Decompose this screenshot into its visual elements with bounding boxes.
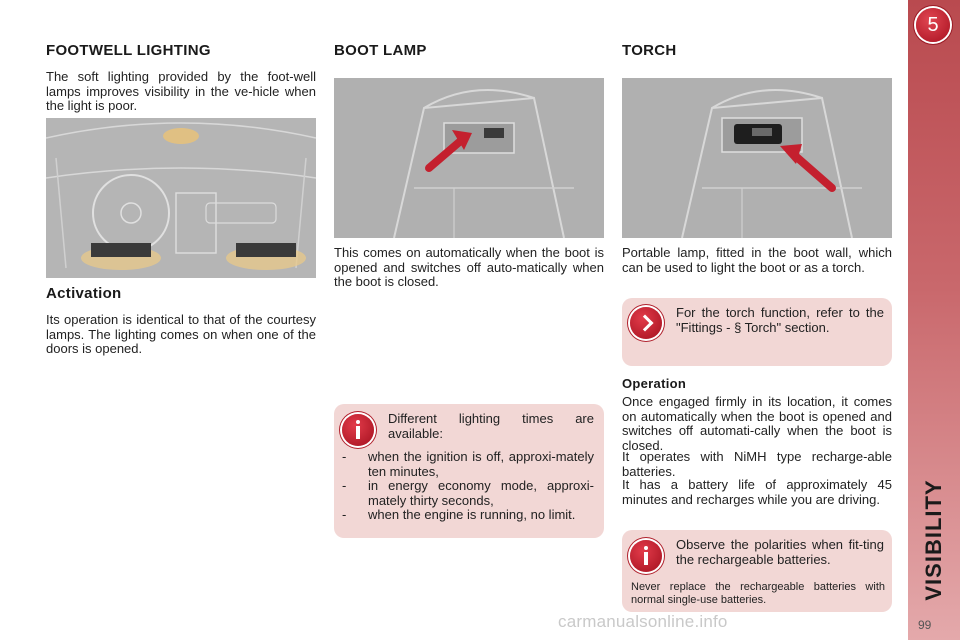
chapter-number-badge: 5 bbox=[916, 8, 950, 42]
torch-warning-note bbox=[622, 530, 892, 612]
activation-title: Activation bbox=[46, 285, 122, 302]
operation-p1: Once engaged firmly in its location, it comes on automatically when the boot is opened and switches off automati-cally when the boot is closed. bbox=[622, 394, 892, 453]
boot-text: This comes on automatically when the boot is opened and switches off auto-matically when the boot is closed. bbox=[334, 245, 604, 289]
list-item-text: when the ignition is off, approxi-mately ten minutes, bbox=[368, 449, 594, 479]
chapter-title: VISIBILITY bbox=[921, 479, 946, 601]
watermark: carmanualsonline.info bbox=[558, 612, 728, 631]
operation-p3: It has a battery life of approximately 45 minutes and recharges while you are driving. bbox=[622, 477, 892, 507]
boot-info-note bbox=[334, 404, 604, 538]
list-item-text: in energy economy mode, approxi-mately thirty seconds, bbox=[368, 478, 594, 508]
footwell-intro: The soft lighting provided by the foot-well lamps improves visibility in the ve-hicle when the light is poor. bbox=[46, 69, 316, 113]
boot-title: BOOT LAMP bbox=[334, 42, 427, 59]
boot-drawing bbox=[334, 78, 604, 238]
torch-title: TORCH bbox=[622, 42, 677, 59]
torch-warning-text: Observe the polarities when fit-ting the rechargeable batteries. bbox=[676, 537, 884, 567]
torch-drawing bbox=[622, 78, 892, 238]
list-item bbox=[342, 479, 594, 509]
arrow-right-icon bbox=[630, 307, 662, 339]
list-dash: - bbox=[342, 478, 347, 493]
torch-text: Portable lamp, fitted in the boot wall, which can be used to light the boot or as a torch. bbox=[622, 245, 892, 275]
boot-illustration bbox=[334, 78, 604, 238]
list-item-text: when the engine is running, no limit. bbox=[368, 507, 576, 522]
torch-illustration bbox=[622, 78, 892, 238]
torch-ref-note bbox=[622, 298, 892, 366]
torch-warning-small: Never replace the rechargeable batteries with normal single-use batteries. bbox=[631, 581, 885, 606]
list-item bbox=[342, 508, 594, 538]
torch-ref-text: For the torch function, refer to the "Fittings - § Torch" section. bbox=[676, 305, 884, 335]
list-dash: - bbox=[342, 449, 347, 464]
operation-title: Operation bbox=[622, 376, 687, 391]
list-item bbox=[342, 450, 594, 480]
list-dash: - bbox=[342, 507, 347, 522]
footwell-title: FOOTWELL LIGHTING bbox=[46, 42, 211, 59]
page-number: 99 bbox=[918, 618, 932, 632]
info-icon bbox=[630, 540, 662, 572]
info-icon bbox=[342, 414, 374, 446]
dashboard-drawing bbox=[46, 118, 316, 278]
boot-note-intro: Different lighting times are available: bbox=[388, 411, 594, 441]
activation-text: Its operation is identical to that of the courtesy lamps. The lighting comes on when one of the doors is opened. bbox=[46, 312, 316, 356]
footwell-illustration bbox=[46, 118, 316, 278]
operation-p2: It operates with NiMH type recharge-able batteries. bbox=[622, 449, 892, 479]
